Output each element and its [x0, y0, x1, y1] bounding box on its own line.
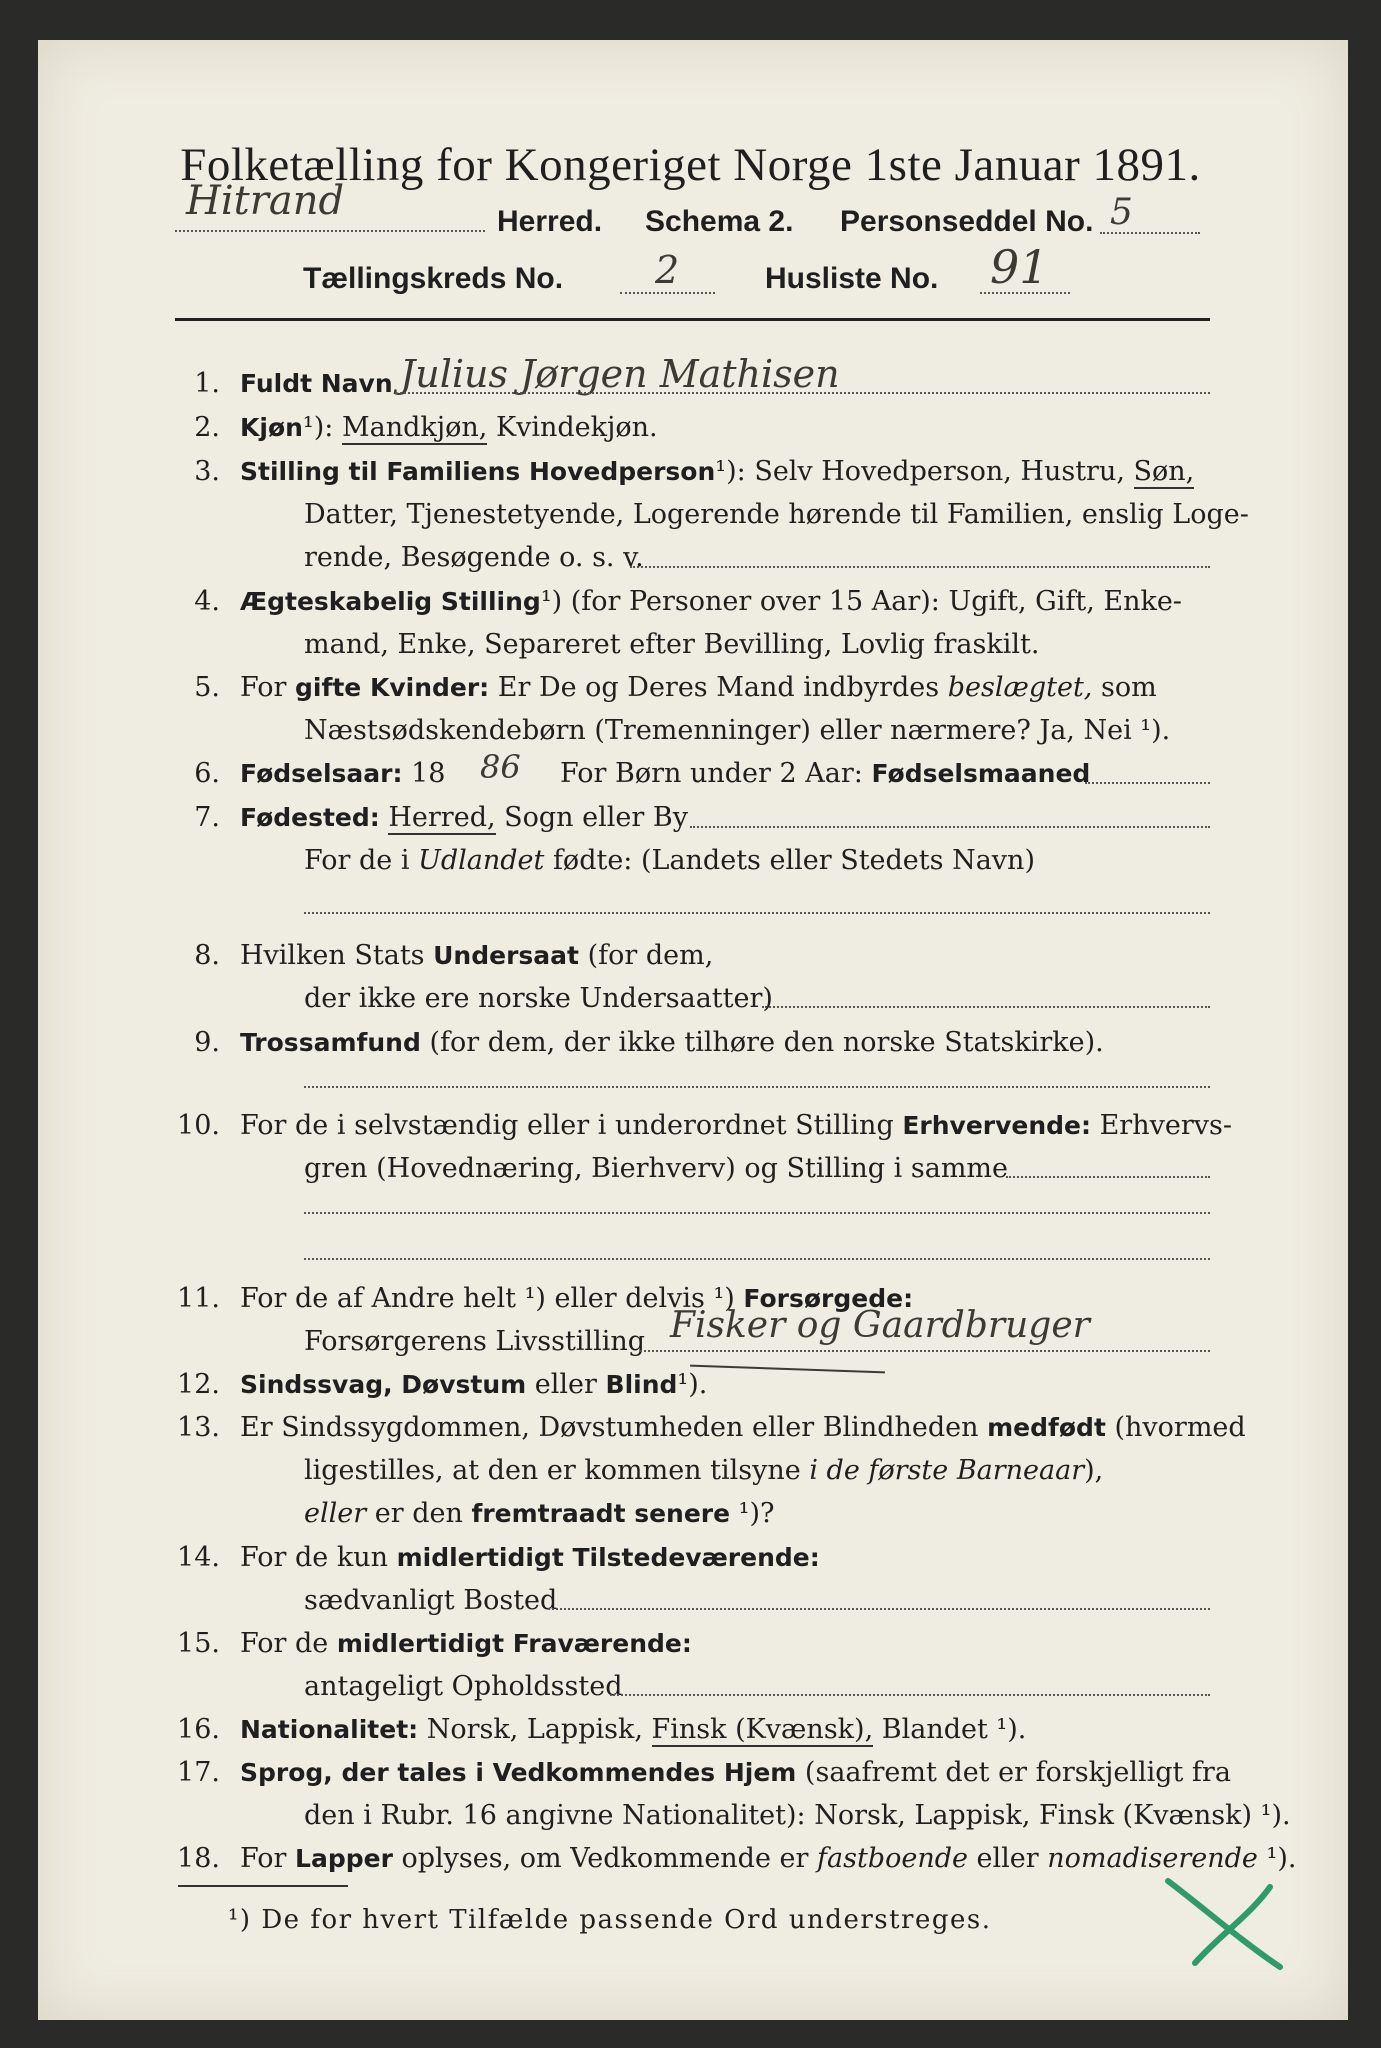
- item-number: 17.: [177, 1757, 220, 1788]
- item-3-line-2: Datter, Tjenestetyende, Logerende hørende til Familien, enslig Loge-: [304, 499, 1249, 530]
- item-number: 2.: [194, 412, 220, 443]
- item-18-text: For Lapper oplyses, om Vedkommende er fastboende eller nomadiserende ¹).: [240, 1843, 1297, 1874]
- full-name-value: Julius Jørgen Mathisen: [400, 352, 840, 396]
- item-number: 7.: [194, 802, 220, 833]
- item-number: 6.: [194, 758, 220, 789]
- provider-occupation-value: Fisker og Gaardbruger: [670, 1305, 1090, 1346]
- item-11-line-2: Forsørgerens Livsstilling: [304, 1326, 646, 1357]
- item-number: 11.: [177, 1283, 220, 1314]
- item-number: 16.: [177, 1714, 220, 1745]
- item-7-text: Fødested: Herred, Sogn eller By: [240, 802, 688, 833]
- footnote-rule: [178, 1885, 348, 1887]
- item-14-line-2: sædvanligt Bosted: [304, 1585, 558, 1616]
- item-3-dotted-line: [630, 566, 1210, 568]
- kreds-label: Tællingskreds No.: [303, 262, 564, 295]
- item-number: 18.: [177, 1843, 220, 1874]
- item-15-line-2: antageligt Opholdssted: [304, 1671, 623, 1702]
- item-7-dotted-line: [690, 826, 1210, 828]
- item-17-text: Sprog, der tales i Vedkommendes Hjem (saafremt det er forskjelligt fra: [240, 1757, 1231, 1788]
- item-15-text: For de midlertidigt Fraværende:: [240, 1628, 692, 1659]
- item-13-line-2: ligestilles, at den er kommen tilsyne i de første Barneaar),: [304, 1455, 1104, 1486]
- item-14-dotted-line: [548, 1608, 1210, 1610]
- herred-dotted-line: [175, 230, 485, 232]
- item-number: 4.: [194, 586, 220, 617]
- pencil-check-mark: [1160, 1875, 1290, 1975]
- personseddel-dotted-line: [1100, 232, 1200, 234]
- item-3-text: Stilling til Familiens Hovedperson¹): Selv Hovedperson, Hustru, Søn,: [240, 456, 1195, 487]
- item-number: 14.: [177, 1542, 220, 1573]
- item-3-line-3: rende, Besøgende o. s. v.: [304, 542, 644, 573]
- header-rule: [175, 318, 1210, 321]
- husliste-value: 91: [990, 240, 1049, 294]
- item-number: 10.: [177, 1110, 220, 1141]
- personseddel-label: Personseddel No.: [840, 205, 1094, 238]
- item-5-text: For gifte Kvinder: Er De og Deres Mand indbyrdes beslægtet, som: [240, 672, 1157, 703]
- item-number: 9.: [194, 1027, 220, 1058]
- item-9-text: Trossamfund (for dem, der ikke tilhøre den norske Statskirke).: [240, 1027, 1104, 1058]
- kreds-dotted-line: [620, 292, 715, 294]
- item-6-dotted-line: [1085, 782, 1210, 784]
- item-8-line-2: der ikke ere norske Undersaatter): [304, 983, 773, 1014]
- item-15-dotted-line: [610, 1694, 1210, 1696]
- husliste-dotted-line: [980, 292, 1070, 294]
- item-13-line-3: eller er den fremtraadt senere ¹)?: [304, 1498, 775, 1529]
- item-number: 12.: [177, 1369, 220, 1400]
- item-8-dotted-line: [762, 1006, 1210, 1008]
- personseddel-value: 5: [1110, 192, 1133, 233]
- item-5-line-2: Næstsødskendebørn (Tremenninger) eller nærmere? Ja, Nei ¹).: [304, 715, 1171, 746]
- item-14-text: For de kun midlertidigt Tilstedeværende:: [240, 1542, 820, 1573]
- item-12-text: Sindssvag, Døvstum eller Blind¹).: [240, 1369, 708, 1400]
- herred-label: Herred.: [497, 205, 603, 238]
- item-7-dotted-line-2: [304, 912, 1210, 914]
- schema-label: Schema 2.: [645, 205, 794, 238]
- item-1-label: Fuldt Navn: [240, 369, 393, 398]
- item-7-line-2: For de i Udlandet fødte: (Landets eller Stedets Navn): [304, 845, 1035, 876]
- item-8-text: Hvilken Stats Undersaat (for dem,: [240, 940, 714, 971]
- item-10-line-2: gren (Hovednæring, Bierhverv) og Stilling i samme: [304, 1153, 1009, 1184]
- item-13-text: Er Sindssygdommen, Døvstumheden eller Blindheden medfødt (hvormed: [240, 1412, 1246, 1443]
- item-number: 5.: [194, 672, 220, 703]
- item-number: 1.: [194, 368, 220, 399]
- item-number: 15.: [177, 1628, 220, 1659]
- footnote: ¹) De for hvert Tilfælde passende Ord understreges.: [228, 1905, 992, 1935]
- item-4-text: Ægteskabelig Stilling¹) (for Personer over 15 Aar): Ugift, Gift, Enke-: [240, 586, 1182, 617]
- item-11-dotted-line: [640, 1350, 1210, 1352]
- item-16-text: Nationalitet: Norsk, Lappisk, Finsk (Kvænsk), Blandet ¹).: [240, 1714, 1027, 1745]
- kreds-value: 2: [655, 248, 680, 292]
- item-10-text: For de i selvstændig eller i underordnet Stilling Erhvervende: Erhvervs-: [240, 1110, 1232, 1141]
- name-dotted-line: [395, 392, 1210, 394]
- item-17-line-2: den i Rubr. 16 angivne Nationalitet): Norsk, Lappisk, Finsk (Kvænsk) ¹).: [304, 1800, 1291, 1831]
- item-10-dotted-line-2: [304, 1212, 1210, 1214]
- item-6-label: Fødselsaar: 18: [240, 758, 446, 789]
- item-10-dotted-line: [1006, 1176, 1210, 1178]
- item-11-text: For de af Andre helt ¹) eller delvis ¹) Forsørgede:: [240, 1283, 914, 1314]
- item-2-text: Kjøn¹): Mandkjøn, Kvindekjøn.: [240, 412, 658, 443]
- herred-handwritten: Hitrand: [186, 178, 345, 224]
- item-number: 13.: [177, 1412, 220, 1443]
- item-9-dotted-line: [304, 1086, 1210, 1088]
- item-4-line-2: mand, Enke, Separeret efter Bevilling, Lovlig fraskilt.: [304, 629, 1040, 660]
- item-6-text-2: For Børn under 2 Aar: Fødselsmaaned: [560, 758, 1091, 789]
- birth-year-value: 86: [480, 748, 521, 786]
- item-number: 3.: [194, 456, 220, 487]
- item-number: 8.: [194, 940, 220, 971]
- husliste-label: Husliste No.: [765, 262, 939, 295]
- item-10-dotted-line-3: [304, 1258, 1210, 1260]
- form-title: Folketælling for Kongeriget Norge 1ste Januar 1891.: [180, 139, 1201, 191]
